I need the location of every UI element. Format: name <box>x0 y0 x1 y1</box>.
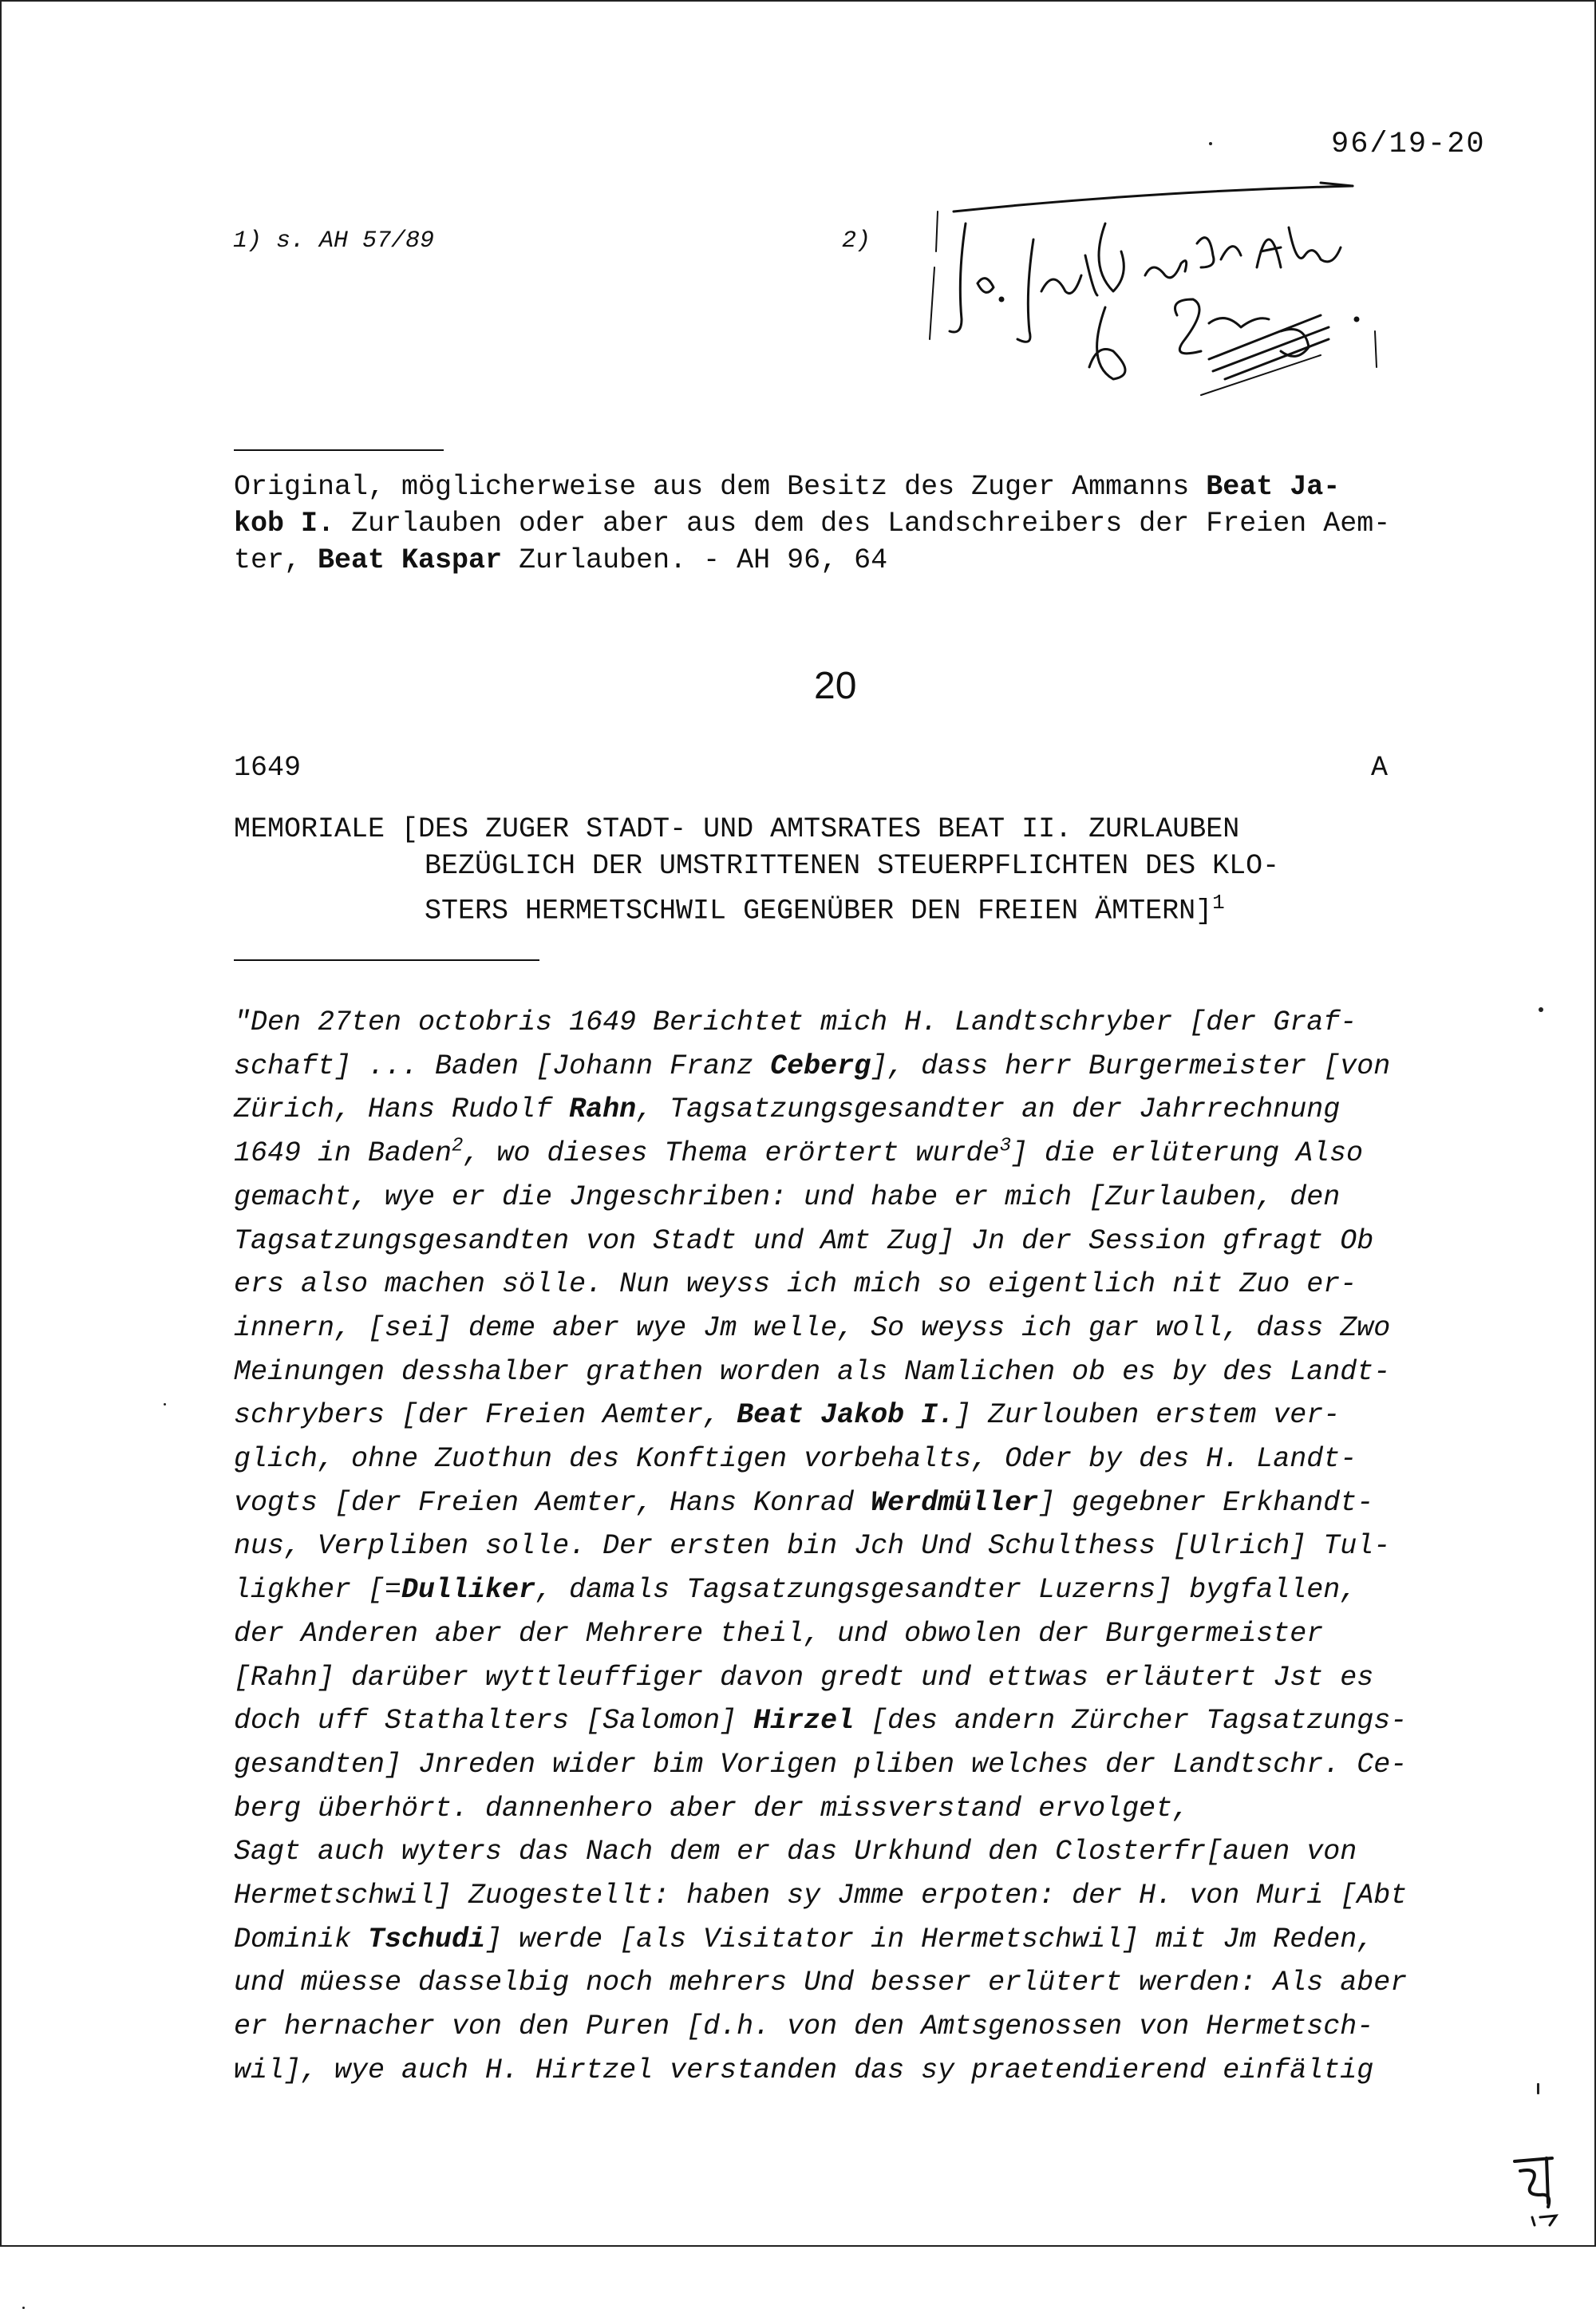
body-line: Tagsatzungsgesandten von Stadt und Amt Zug] Jn der Session gfragt Ob <box>234 1224 1374 1257</box>
body-text-run: doch uff Stathalters [Salomon] <box>234 1705 754 1738</box>
body-line: glich, ohne Zuothun des Konftigen vorbehalts, Oder by des H. Landt- <box>234 1443 1357 1476</box>
body-line: [Rahn] darüber wyttleuffiger davon gredt und ettwas erläutert Jst es <box>234 1661 1374 1694</box>
scan-speck <box>1539 1007 1543 1012</box>
body-text-run: ] Zurlouben erstem ver- <box>954 1399 1341 1432</box>
scan-speck <box>164 1403 166 1406</box>
body-line: und müesse dasselbig noch mehrers Und besser erlütert werden: Als aber <box>234 1967 1408 1999</box>
title-line <box>234 884 1431 930</box>
body-text-run: , wo dieses Thema erörtert wurde <box>463 1137 1000 1170</box>
source-text: Original, möglicherweise aus dem Besitz des Zuger Ammanns <box>234 471 1207 503</box>
body-line: Hermetschwil] Zuogestellt: haben sy Jmme erpoten: der H. von Muri [Abt <box>234 1880 1408 1912</box>
person-name: Rahn <box>569 1093 637 1126</box>
body-line: berg überhört. dannenhero aber der missverstand ervolget, <box>234 1792 1190 1825</box>
footnote-marker: 3 <box>999 1135 1011 1157</box>
person-name: Ceberg <box>770 1050 871 1082</box>
source-name-bold: Beat Ja- <box>1206 471 1341 503</box>
body-text-run: ] gegebner Erkhandt- <box>1038 1486 1374 1519</box>
body-line <box>234 1568 1447 1612</box>
footnote-marker: 1 <box>1212 891 1225 915</box>
source-name-bold: Beat Kaspar <box>318 544 503 576</box>
body-line: wil], wye auch H. Hirtzel verstanden das sy praetendierend einfältig <box>234 2054 1374 2086</box>
body-text-run: ], dass herr Burgermeister [von <box>871 1050 1391 1082</box>
person-name: Hirzel <box>753 1705 855 1738</box>
body-line <box>234 1481 1447 1525</box>
source-line <box>234 505 1431 542</box>
body-text-run: schaft] ... Baden [Johann Franz <box>234 1050 771 1082</box>
separator-rule <box>234 449 444 451</box>
body-text-run: ligkher [= <box>234 1574 402 1607</box>
title-line: MEMORIALE [DES ZUGER STADT- UND AMTSRATES BEAT II. ZURLAUBEN <box>234 813 1240 845</box>
scan-speck <box>1209 142 1212 145</box>
separator-rule <box>234 959 539 961</box>
body-text-run: , Tagsatzungsgesandter an der Jahrrechnung <box>636 1093 1341 1126</box>
footnote-1: 1) s. AH 57/89 <box>233 227 435 255</box>
body-line: der Anderen aber der Mehrere theil, und obwolen der Burgermeister <box>234 1617 1324 1650</box>
body-line: er hernacher von den Puren [d.h. von den Amtsgenossen von Hermetsch- <box>234 2010 1374 2043</box>
document-title <box>234 811 1431 930</box>
body-line <box>234 1699 1447 1743</box>
source-text: ter, <box>234 544 318 576</box>
scan-speck <box>1537 2083 1539 2094</box>
handwritten-page-mark <box>1508 2147 1564 2227</box>
body-line <box>234 1045 1447 1089</box>
source-text: Zurlauben oder aber aus dem des Landschreibers der Freien Aem- <box>334 508 1391 540</box>
body-text-run: schrybers [der Freien Aemter, <box>234 1399 737 1432</box>
footnote-2: 2) <box>842 227 871 255</box>
body-line: ers also machen sölle. Nun weyss ich mich so eigentlich nit Zuo er- <box>234 1268 1357 1301</box>
source-line <box>234 542 1431 579</box>
body-text <box>234 1001 1447 2093</box>
document-number: 20 <box>814 665 857 707</box>
title-text: STERS HERMETSCHWIL GEGENÜBER DEN FREIEN ÄMTERN] <box>425 895 1213 927</box>
body-text-run: [des andern Zürcher Tagsatzungs- <box>854 1705 1408 1738</box>
body-text-run: Dominik <box>234 1923 369 1955</box>
body-text-run: 1649 in Baden <box>234 1137 452 1170</box>
footnote-marker: 2 <box>452 1135 464 1157</box>
title-line: BEZÜGLICH DER UMSTRITTENEN STEUERPFLICHTEN DES KLO- <box>425 850 1280 882</box>
body-line: Meinungen desshalber grathen worden als Namlichen ob es by des Landt- <box>234 1355 1391 1388</box>
body-text-run: ] werde [als Visitator in Hermetschwil] mit Jm Reden, <box>485 1923 1374 1955</box>
body-line <box>234 1918 1447 1962</box>
body-line <box>234 1132 1447 1176</box>
person-name: Dulliker <box>401 1574 536 1607</box>
page-reference: 96/19-20 <box>1331 128 1486 161</box>
body-line <box>234 1394 1447 1437</box>
body-line: gesandten] Jnreden wider bim Vorigen pliben welches der Landtschr. Ce- <box>234 1748 1408 1781</box>
source-text: Zurlauben. - AH 96, 64 <box>502 544 888 576</box>
person-name: Tschudi <box>368 1923 486 1955</box>
document-year: 1649 <box>234 752 302 784</box>
source-name-bold: kob I. <box>234 508 335 540</box>
body-text-run: Zürich, Hans Rudolf <box>234 1093 570 1126</box>
handwritten-signature <box>906 180 1385 407</box>
body-line: nus, Verpliben solle. Der ersten bin Jch Und Schulthess [Ulrich] Tul- <box>234 1530 1391 1563</box>
source-line <box>234 469 1431 505</box>
source-note <box>234 469 1431 579</box>
body-line: gemacht, wye er die Jngeschriben: und habe er mich [Zurlauben, den <box>234 1180 1341 1213</box>
body-text-run: , damals Tagsatzungsgesandter Luzerns] bygfallen, <box>535 1574 1357 1607</box>
body-text-run: ] die erlüterung Also <box>1010 1137 1364 1170</box>
body-text-run: vogts [der Freien Aemter, Hans Konrad <box>234 1486 871 1519</box>
body-line: Sagt auch wyters das Nach dem er das Urkhund den Closterfr[auen von <box>234 1836 1357 1868</box>
person-name: Beat Jakob I. <box>737 1399 955 1432</box>
body-line: innern, [sei] deme aber wye Jm welle, So weyss ich gar woll, dass Zwo <box>234 1311 1391 1344</box>
body-line <box>234 1088 1447 1132</box>
body-line: "Den 27ten octobris 1649 Berichtet mich H. Landtschryber [der Graf- <box>234 1006 1357 1038</box>
document-variant: A <box>1371 752 1389 784</box>
person-name: Werdmüller <box>871 1486 1039 1519</box>
